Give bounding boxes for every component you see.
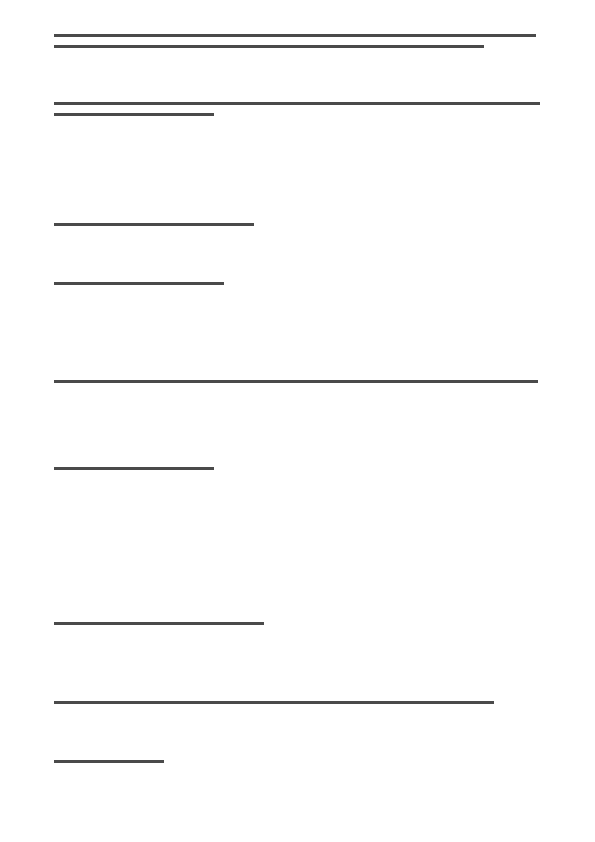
term-line-1 — [54, 186, 540, 197]
section-number — [54, 336, 540, 347]
paragraph-3-1-8 — [54, 316, 540, 327]
section-number-3-1-10 — [54, 424, 540, 435]
paragraph-3-1-7 — [54, 296, 540, 307]
text-line — [54, 40, 540, 51]
section-number-3-1-9 — [54, 336, 540, 347]
section-number — [54, 424, 540, 435]
paragraph-text — [54, 316, 540, 327]
reference-gost-2 — [54, 236, 540, 247]
reference-gost-3 — [54, 394, 540, 405]
paragraph-text — [54, 451, 540, 462]
text-line — [54, 462, 540, 473]
reference-line — [54, 394, 540, 405]
paragraph-artificial — [54, 685, 540, 707]
text-line — [54, 29, 540, 40]
section-number-3-1-12 — [54, 531, 540, 542]
reference-line — [54, 481, 540, 492]
paragraph-natural — [54, 207, 540, 229]
paragraph-text — [54, 266, 540, 277]
text-line — [54, 755, 540, 766]
section-number-3-1-4 — [54, 60, 540, 71]
paragraph-text — [54, 86, 540, 97]
term-line-2 — [54, 664, 540, 675]
paragraph-3-1-6 — [54, 266, 540, 288]
paragraph-text — [54, 207, 540, 218]
paragraph-hybrid-intellectualized — [54, 86, 540, 119]
paragraph-text — [54, 744, 540, 755]
paragraph-introspection — [54, 451, 540, 473]
paragraph-text — [54, 685, 540, 696]
section-number — [54, 773, 540, 784]
text-line — [54, 97, 540, 108]
paragraph-text — [54, 606, 540, 617]
paragraph-text — [54, 18, 540, 29]
paragraph-text — [54, 364, 540, 375]
section-number — [54, 636, 540, 647]
section-number — [54, 157, 540, 168]
text-line — [54, 218, 540, 229]
text-line — [54, 617, 540, 628]
text-line — [54, 696, 540, 707]
paragraph-3-1-13 — [54, 606, 540, 628]
section-number-3-1-5 — [54, 157, 540, 168]
text-line — [54, 277, 540, 288]
paragraph-3-1-3 — [54, 18, 540, 51]
paragraph-cognition — [54, 803, 540, 814]
reference-gost-4 — [54, 481, 540, 492]
term-text — [54, 664, 540, 675]
term-text — [54, 186, 540, 197]
paragraph-3-1-15 — [54, 744, 540, 766]
reference-line — [54, 128, 540, 139]
reference-line — [54, 236, 540, 247]
text-line — [54, 108, 540, 119]
reference-gost-6 — [54, 714, 540, 725]
reference-gost-1 — [54, 128, 540, 139]
section-number-3-1-14 — [54, 636, 540, 647]
reference-gost-5 — [54, 578, 540, 589]
paragraph-3-1-11 — [54, 510, 540, 521]
section-number-3-1-16 — [54, 773, 540, 784]
paragraph-interiorization — [54, 364, 540, 386]
paragraph-information-environment — [54, 558, 540, 569]
reference-line — [54, 578, 540, 589]
paragraph-text — [54, 558, 540, 569]
section-number — [54, 60, 540, 71]
reference-line — [54, 714, 540, 725]
paragraph-text — [54, 803, 540, 814]
section-number — [54, 531, 540, 542]
paragraph-text — [54, 510, 540, 521]
paragraph-text — [54, 296, 540, 307]
text-line — [54, 375, 540, 386]
